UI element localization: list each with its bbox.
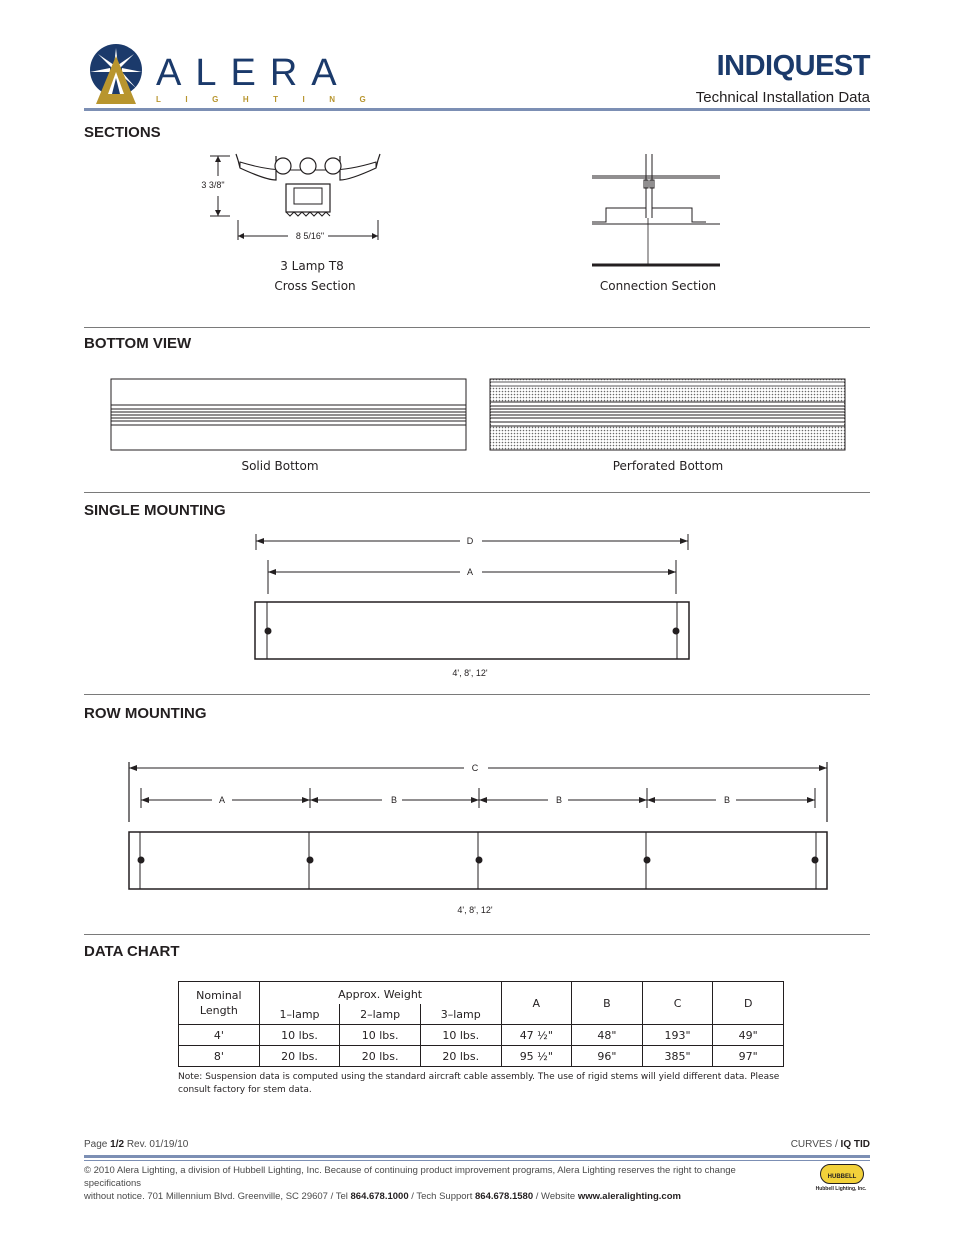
col-b-header: B bbox=[572, 982, 643, 1025]
nominal-header-line-1: Nominal bbox=[196, 989, 242, 1002]
bottom-view-heading: BOTTOM VIEW bbox=[84, 335, 192, 352]
tech-support-link[interactable]: 864.678.1580 bbox=[475, 1191, 534, 1202]
sunburst-logo-icon bbox=[84, 42, 148, 106]
connection-section-caption: Connection Section bbox=[599, 279, 717, 293]
page-info bbox=[84, 1139, 188, 1150]
section-divider bbox=[84, 327, 870, 328]
height-dimension-label: 3 3/8" bbox=[201, 180, 225, 190]
width-dimension-label: 8 5/16" bbox=[295, 231, 325, 241]
row-lengths-label: 4', 8', 12' bbox=[457, 905, 493, 915]
table-cell: 20 lbs. bbox=[340, 1046, 421, 1067]
table-cell: 49" bbox=[713, 1025, 784, 1046]
table-cell: 47 ½" bbox=[501, 1025, 572, 1046]
table-row bbox=[179, 1025, 784, 1046]
hubbell-badge bbox=[820, 1164, 864, 1184]
row-dim-b-label: B bbox=[723, 795, 730, 805]
table-cell: 48" bbox=[572, 1025, 643, 1046]
curves-label: CURVES / bbox=[790, 1139, 838, 1150]
table-cell: 10 lbs. bbox=[420, 1025, 501, 1046]
row-mounting-drawing bbox=[124, 758, 832, 894]
copyright-block bbox=[84, 1164, 784, 1203]
page-subtitle: Technical Installation Data bbox=[695, 89, 870, 106]
revision-date: Rev. 01/19/10 bbox=[126, 1139, 189, 1150]
dim-a-label: A bbox=[466, 567, 473, 577]
table-cell: 10 lbs. bbox=[259, 1025, 340, 1046]
section-divider bbox=[84, 934, 870, 935]
approx-weight-header: Approx. Weight bbox=[259, 982, 501, 1005]
website-label: / Website bbox=[535, 1191, 576, 1202]
table-cell: 97" bbox=[713, 1046, 784, 1067]
page-number: 1/2 bbox=[110, 1139, 125, 1150]
hubbell-logo bbox=[812, 1162, 872, 1198]
col-2lamp-header: 2–lamp bbox=[340, 1004, 421, 1025]
logo-wordmark: ALERA bbox=[156, 52, 351, 94]
sections-heading: SECTIONS bbox=[84, 124, 161, 141]
data-chart-heading: DATA CHART bbox=[84, 943, 180, 960]
section-divider bbox=[84, 492, 870, 493]
doc-reference bbox=[791, 1139, 870, 1150]
col-d-header: D bbox=[713, 982, 784, 1025]
table-cell: 95 ½" bbox=[501, 1046, 572, 1067]
cross-section-caption-1: 3 Lamp T8 bbox=[280, 259, 344, 273]
col-3lamp-header: 3–lamp bbox=[420, 1004, 501, 1025]
single-mounting-heading: SINGLE MOUNTING bbox=[84, 502, 226, 519]
doc-code: IQ TID bbox=[840, 1139, 870, 1150]
table-cell: 8' bbox=[179, 1046, 260, 1067]
connection-section-drawing bbox=[588, 152, 728, 272]
table-cell: 20 lbs. bbox=[420, 1046, 501, 1067]
row-dim-b-label: B bbox=[390, 795, 397, 805]
table-cell: 193" bbox=[642, 1025, 713, 1046]
table-cell: 20 lbs. bbox=[259, 1046, 340, 1067]
cross-section-caption-2: Cross Section bbox=[274, 279, 356, 293]
hubbell-badge-text: HUBBELL bbox=[827, 1174, 857, 1180]
tech-support-label: / Tech Support bbox=[411, 1191, 473, 1202]
nominal-length-header bbox=[179, 982, 260, 1025]
page-title: INDIQUEST bbox=[716, 50, 870, 82]
table-cell: 4' bbox=[179, 1025, 260, 1046]
address-text: without notice. 701 Millennium Blvd. Greenville, SC 29607 / Tel bbox=[84, 1191, 348, 1202]
page-label: Page bbox=[84, 1139, 108, 1150]
single-mounting-drawing bbox=[250, 530, 696, 666]
table-cell: 10 lbs. bbox=[340, 1025, 421, 1046]
table-row bbox=[179, 1046, 784, 1067]
dim-d-label: D bbox=[466, 536, 474, 546]
col-c-header: C bbox=[642, 982, 713, 1025]
data-chart-table bbox=[178, 981, 784, 1067]
solid-bottom-drawing bbox=[110, 378, 468, 452]
website-link[interactable]: www.aleralighting.com bbox=[577, 1191, 681, 1202]
dim-c-label: C bbox=[471, 763, 479, 773]
solid-bottom-caption: Solid Bottom bbox=[241, 459, 319, 473]
suspension-note: Note: Suspension data is computed using the standard aircraft cable assembly. The use of rigid stems will yield different data. Please consult factory for stem data. bbox=[178, 1072, 780, 1095]
nominal-header-line-2: Length bbox=[199, 1004, 238, 1017]
col-a-header: A bbox=[501, 982, 572, 1025]
row-mounting-heading: ROW MOUNTING bbox=[84, 705, 207, 722]
footer-rule bbox=[84, 1155, 870, 1158]
single-lengths-label: 4', 8', 12' bbox=[452, 668, 488, 678]
contact-line bbox=[84, 1190, 784, 1203]
logo-subword: LIGHTING bbox=[156, 95, 391, 104]
section-divider bbox=[84, 694, 870, 695]
phone-link[interactable]: 864.678.1000 bbox=[350, 1191, 409, 1202]
perforated-bottom-caption: Perforated Bottom bbox=[612, 459, 724, 473]
copyright-text: © 2010 Alera Lighting, a division of Hubbell Lighting, Inc. Because of continuing product improvement programs, Alera Lighting reserves the right to change specifications bbox=[84, 1165, 736, 1189]
table-cell: 96" bbox=[572, 1046, 643, 1067]
perforated-bottom-drawing bbox=[489, 378, 847, 452]
hubbell-name: Hubbell Lighting, Inc. bbox=[815, 1186, 867, 1192]
footer-rule-thin bbox=[84, 1160, 870, 1161]
row-dim-b-label: B bbox=[555, 795, 562, 805]
row-dim-a-label: A bbox=[218, 795, 225, 805]
col-1lamp-header: 1–lamp bbox=[259, 1004, 340, 1025]
table-cell: 385" bbox=[642, 1046, 713, 1067]
alera-logo bbox=[84, 42, 391, 106]
header-rule bbox=[84, 108, 870, 111]
